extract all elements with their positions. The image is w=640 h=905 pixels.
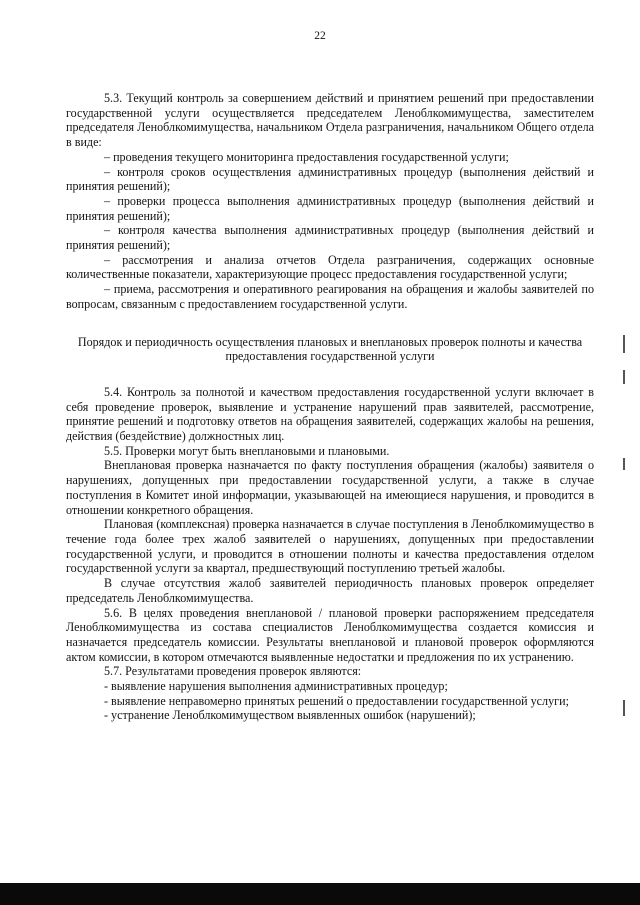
section-5-3-intro: 5.3. Текущий контроль за совершением действий и принятием решений при предоставлении государственной услуги осуществляется председателем Леноблкомимущества, заместителем председателя Леноблкомимущества, начальником Отдела разграничения, начальником Общего отдела в виде: (66, 91, 594, 150)
result-item: - выявление нарушения выполнения административных процедур; (104, 679, 448, 694)
list-item: – рассмотрения и анализа отчетов Отдела разграничения, содержащих основные количественные показатели, характеризующие процесс предоставления государственной услуги; (66, 252, 594, 282)
scan-artifact-mark (623, 335, 625, 353)
section-heading: Порядок и периодичность осуществления плановых и внеплановых проверок полноты и качества предоставления государственной услуги (77, 334, 583, 364)
paragraph-5-5: 5.5. Проверки могут быть внеплановыми и плановыми. (104, 443, 390, 458)
scan-artifact-mark (623, 458, 625, 470)
list-item: – проверки процесса выполнения административных процедур (выполнения действий и принятия решений); (66, 193, 594, 223)
scan-artifact-mark (623, 370, 625, 384)
scan-artifact-mark (623, 700, 625, 716)
paragraph-5-4: 5.4. Контроль за полнотой и качеством предоставления государственной услуги включает в себя проведение проверок, выявление и устранение нарушений прав заявителей, рассмотрение, принятие решений и подготовку ответов на обращения заявителей, содержащих жалобы на решения, действия (бездействие) должностных лиц. (66, 384, 594, 444)
result-item: - устранение Леноблкомимуществом выявленных ошибок (нарушений); (104, 708, 476, 723)
paragraph-unplanned-check: Внеплановая проверка назначается по факту поступления обращения (жалобы) заявителя о нарушениях, допущенных при предоставлении государственной услуги, а также в случае поступления в Комитет иной информации, указывающей на имеющиеся нарушения, и проводится в отношении конкретного обращения. (66, 458, 594, 517)
paragraph-no-complaints: В случае отсутствия жалоб заявителей периодичность плановых проверок определяет председатель Леноблкомимущества. (66, 576, 594, 605)
list-item: – приема, рассмотрения и оперативного реагирования на обращения и жалобы заявителей по вопросам, связанным с предоставлением государственной услуги. (66, 282, 594, 311)
list-item: – проведения текущего мониторинга предоставления государственной услуги; (104, 149, 509, 164)
list-item: – контроля сроков осуществления административных процедур (выполнения действий и принятия решений); (66, 164, 594, 194)
result-item: - выявление неправомерно принятых решений о предоставлении государственной услуги; (104, 693, 569, 708)
paragraph-5-6: 5.6. В целях проведения внеплановой / плановой проверки распоряжением председателя Леноблкомимущества из состава специалистов Леноблкомимущества создается комиссия и назначается председатель комиссии. Результаты внеплановой и плановой проверок оформляются актом комиссии, в котором отмечаются выявленные недостатки и предложения по их устранению. (66, 605, 594, 664)
page-number: 22 (314, 30, 326, 42)
paragraph-5-7: 5.7. Результатами проведения проверок являются: (104, 664, 362, 679)
list-item: – контроля качества выполнения административных процедур (выполнения действий и принятия решений); (66, 223, 594, 253)
paragraph-planned-check: Плановая (комплексная) проверка назначается в случае поступления в Леноблкомимущество в течение года более трех жалоб заявителей о нарушениях, допущенных при предоставлении государственной услуги, и проводится в отношении полноты и качества предоставления отделом государственной услуги за квартал, предшествующий поступлению третьей жалобы. (66, 517, 594, 576)
document-content (66, 91, 594, 723)
scan-bottom-border (0, 883, 640, 905)
